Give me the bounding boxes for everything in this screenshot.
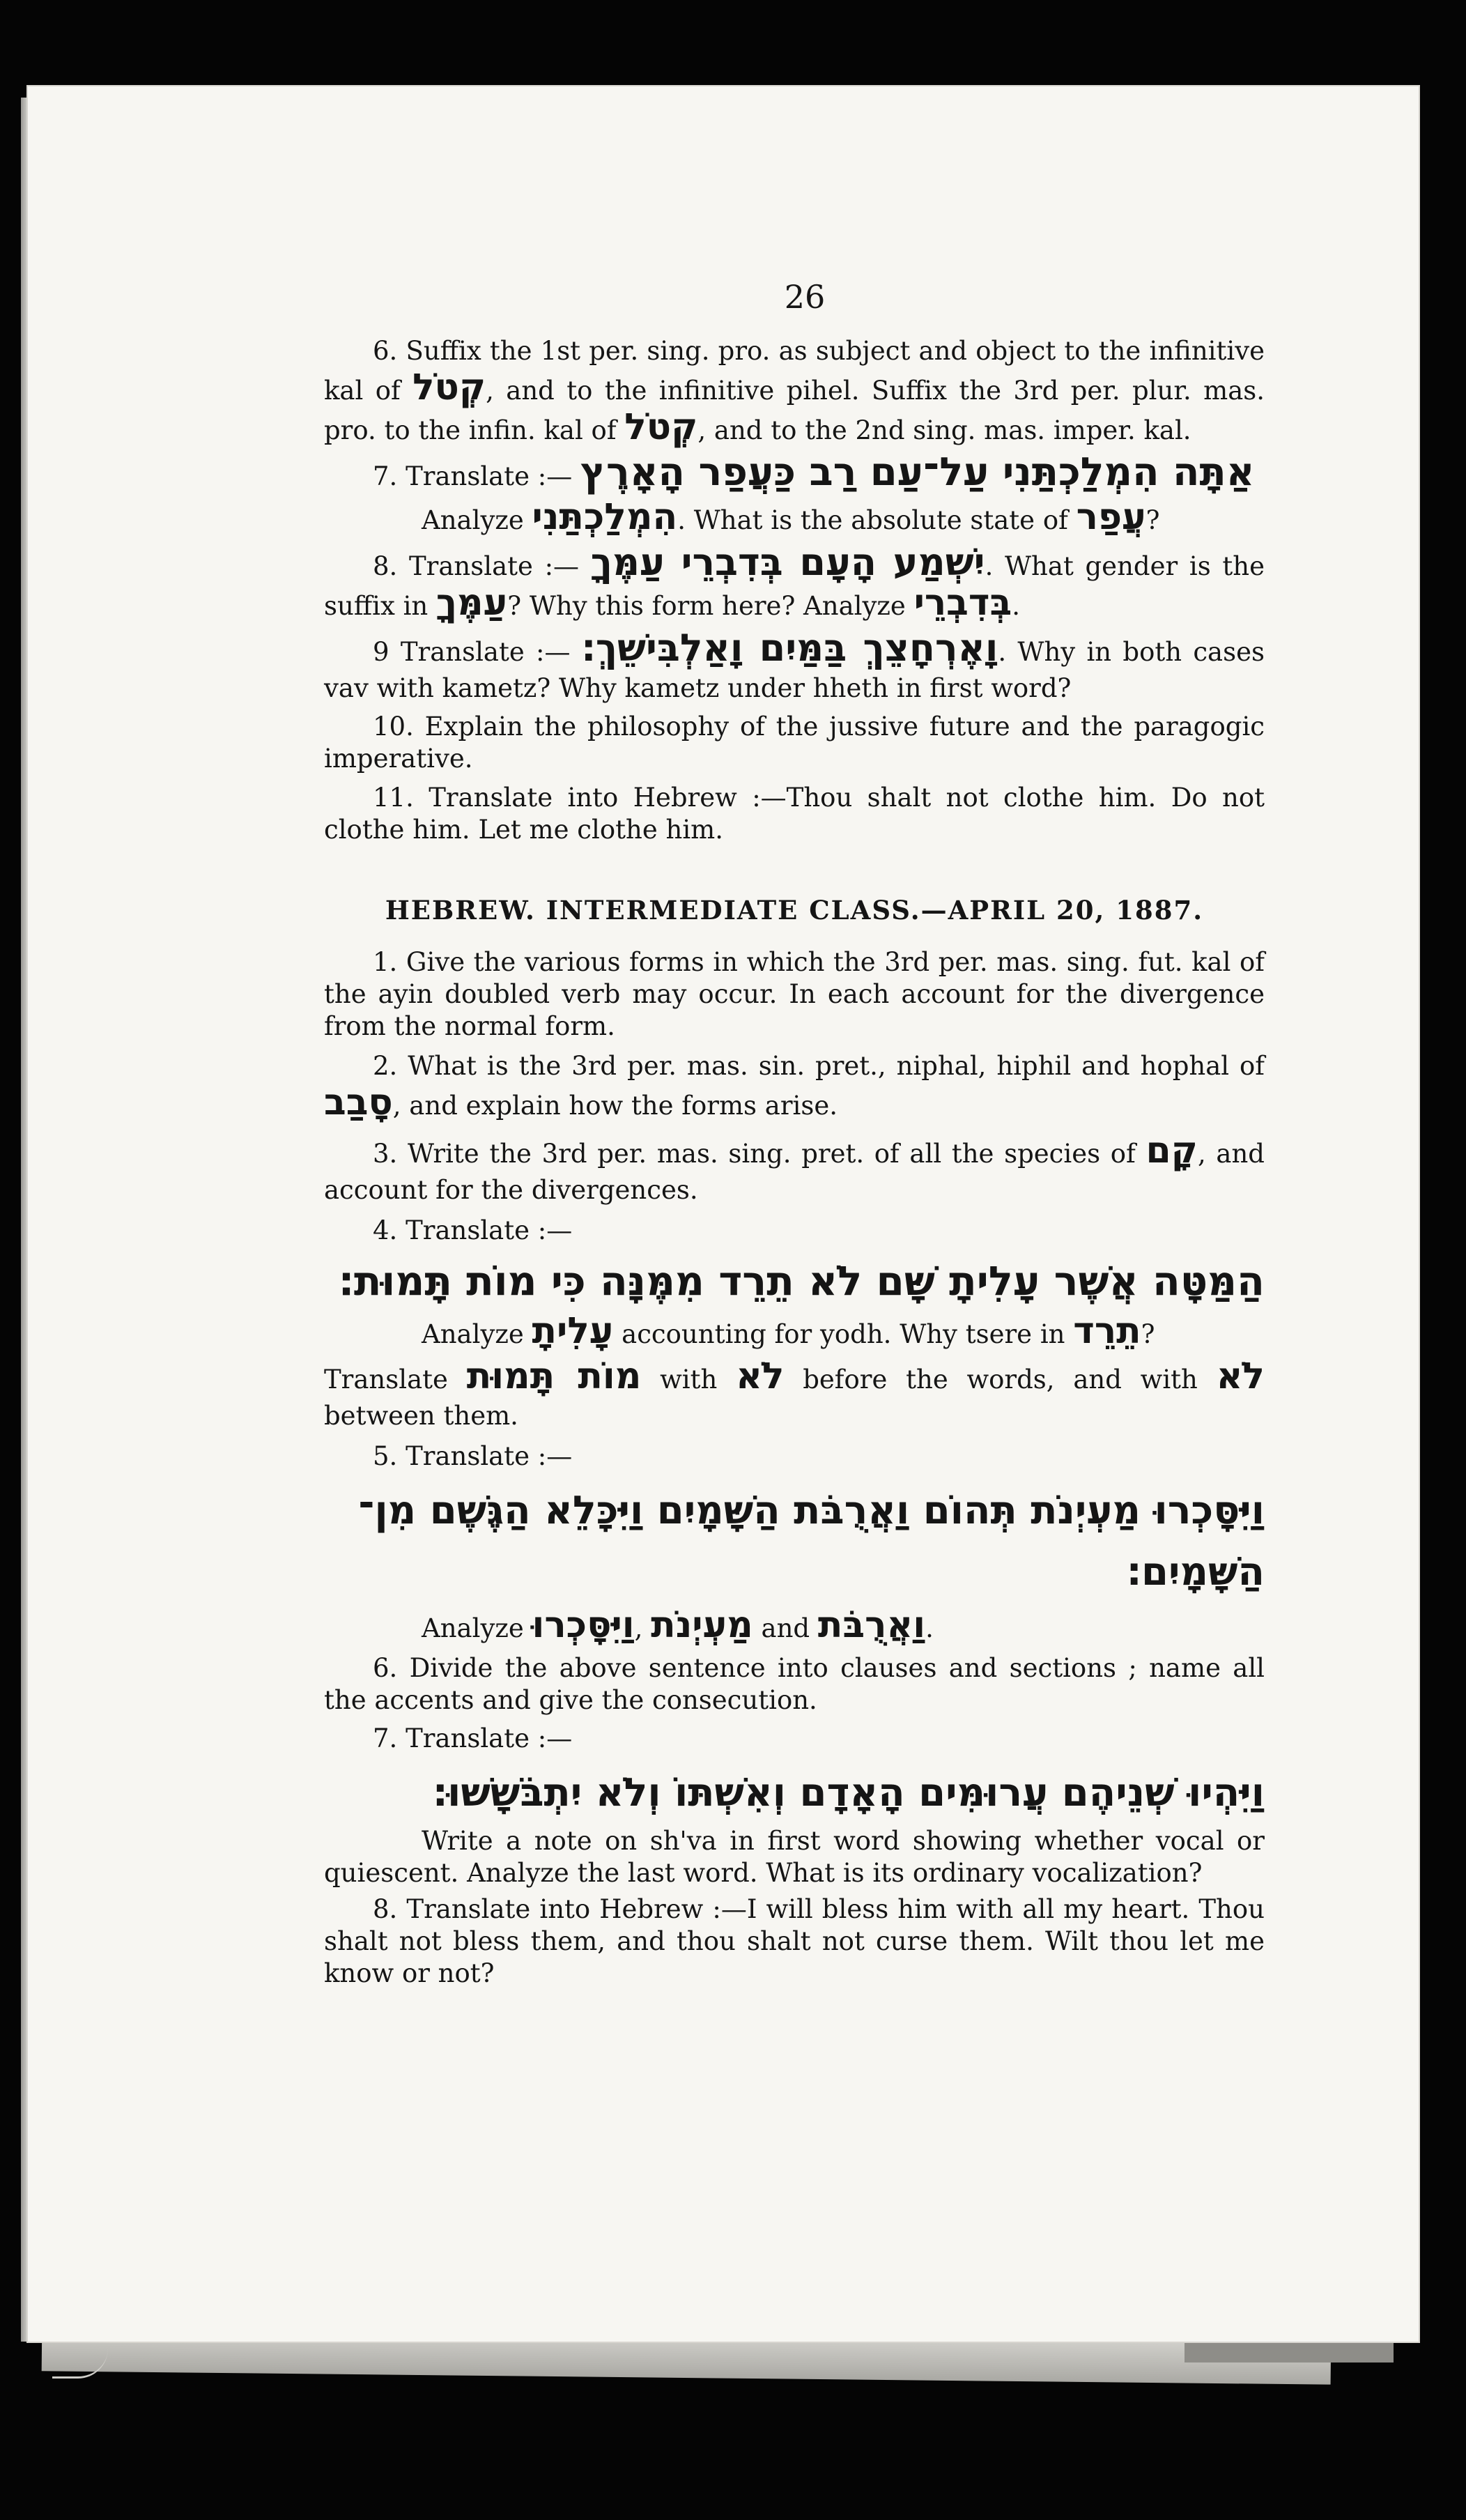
- section-heading: HEBREW. INTERMEDIATE CLASS.—APRIL 20, 1887.: [385, 895, 1204, 925]
- question-9: 9 Translate :— וָאֶרְחָצֵךְ בַּמַּיִם וָאַלְבִּישֵׁךְ׃. Why in both cases vav with kametz? Why kametz under hheth in first word?: [324, 626, 1265, 703]
- question-7-analyze: Analyze הִמְלַכְתַּנִי. What is the absolute state of עֲפַר?: [422, 496, 1160, 538]
- question-6: 6. Suffix the 1st per. sing. pro. as subject and object to the infinitive kal of קְטֹל, and to the infinitive pihel. Suffix the 3rd per. plur. mas. pro. to the infin. kal of קְטֹל, and to the 2nd sing. mas. imper. kal.: [324, 336, 1265, 448]
- hebrew-passage: וָאֶרְחָצֵךְ בַּמַּיִם וָאַלְבִּישֵׁךְ׃: [581, 626, 998, 670]
- hebrew-passage: הַמַּטָּה אֲשֶׁר עָלִיתָ שָּׁם לֹא תֵרֵד מִמֶּנָּה כִּי מוֹת תָּמוּת׃: [339, 1257, 1265, 1305]
- part2-question-6: 6. Divide the above sentence into clauses and sections ; name all the accents and give the consecution.: [324, 1653, 1265, 1715]
- part2-question-4-translate: Translate מוֹת תָּמוּת with לֹא before the words, and with לֹא between them.: [324, 1355, 1265, 1431]
- hebrew-passage: וַיִּהְיוּ שְׁנֵיהֶם עֲרוּמִּים הָאָדָם וְאִשְׁתּוֹ וְלֹא יִתְבֹּשָׁשׁוּ׃: [433, 1770, 1265, 1815]
- hebrew-word: וַאֲרֻבֹּת: [817, 1604, 926, 1646]
- hebrew-word: לֹא: [1216, 1355, 1265, 1397]
- hebrew-word: סָבַב: [324, 1082, 393, 1123]
- hebrew-word: לֹא: [736, 1355, 785, 1397]
- hebrew-word: עֲפַר: [1076, 496, 1146, 538]
- page-number: 26: [784, 278, 826, 316]
- hebrew-word: עָלִיתָ: [532, 1310, 614, 1352]
- hebrew-word: קְטֹל: [624, 406, 698, 448]
- hebrew-passage: יִשְׁמַע הָעָם בְּדִבְרֵי עַמֶּךָ: [590, 540, 985, 584]
- hebrew-word: מוֹת תָּמוּת: [466, 1355, 642, 1397]
- hebrew-word: קְטֹל: [412, 367, 486, 408]
- part2-question-7: 7. Translate :—: [373, 1723, 573, 1753]
- hebrew-passage-continued: הַשָּׁמָיִם׃: [1127, 1549, 1265, 1595]
- hebrew-word: וַיִּסָּכְרוּ: [532, 1604, 635, 1646]
- page-content: [324, 279, 1265, 2160]
- hebrew-word: עַמֶּךָ: [436, 582, 508, 624]
- part2-question-4: 4. Translate :—: [373, 1215, 573, 1245]
- page-curl-mark: [52, 2349, 108, 2379]
- hebrew-word: קָם: [1145, 1130, 1198, 1171]
- question-11: 11. Translate into Hebrew :—Thou shalt not clothe him. Do not clothe him. Let me clothe him.: [324, 783, 1265, 845]
- part2-question-3: 3. Write the 3rd per. mas. sing. pret. of all the species of קָם, and account for the divergences.: [324, 1130, 1265, 1205]
- part2-question-7-note: Write a note on sh'va in first word showing whether vocal or quiescent. Analyze the last word. What is its ordinary vocalization?: [324, 1826, 1265, 1888]
- question-10: 10. Explain the philosophy of the jussive future and the paragogic imperative.: [324, 712, 1265, 774]
- part2-question-5: 5. Translate :—: [373, 1441, 573, 1471]
- part2-question-8: 8. Translate into Hebrew :—I will bless him with all my heart. Thou shalt not bless them, and thou shalt not curse them. Wilt thou let me know or not?: [324, 1894, 1265, 1988]
- hebrew-passage: וַיִּסָּכְרוּ מַעְיְנֹת תְּהוֹם וַאֲרֻבֹּת הַשָּׁמָיִם וַיִּכָּלֵא הַגֶּשֶׁם מִן־: [358, 1488, 1265, 1533]
- part2-question-4-analyze: Analyze עָלִיתָ accounting for yodh. Why tsere in תֵרֵד?: [422, 1310, 1155, 1352]
- hebrew-word: תֵרֵד: [1073, 1310, 1141, 1352]
- question-7: 7. Translate :— אַתָּה הִמְלַכְתַּנִי עַל־עַם רַב כַּעֲפַר הָאָרֶץ: [373, 450, 1255, 495]
- hebrew-word: הִמְלַכְתַּנִי: [532, 496, 678, 538]
- question-8: 8. Translate :— יִשְׁמַע הָעָם בְּדִבְרֵי עַמֶּךָ. What gender is the suffix in עַמֶּךָ? Why this form here? Analyze בְּדִבְרֵי.: [324, 540, 1265, 624]
- part2-question-1: 1. Give the various forms in which the 3rd per. mas. sing. fut. kal of the ayin doubled verb may occur. In each account for the divergence from the normal form.: [324, 947, 1265, 1041]
- hebrew-word: מַעְיְנֹת: [651, 1604, 753, 1646]
- part2-question-5-analyze: Analyze וַיִּסָּכְרוּ, מַעְיְנֹת and וַאֲרֻבֹּת.: [422, 1604, 934, 1646]
- hebrew-passage: אַתָּה הִמְלַכְתַּנִי עַל־עַם רַב כַּעֲפַר הָאָרֶץ: [580, 450, 1255, 495]
- hebrew-word: בְּדִבְרֵי: [913, 582, 1012, 624]
- part2-question-2: 2. What is the 3rd per. mas. sin. pret., niphal, hiphil and hophal of סָבַב, and explain how the forms arise.: [324, 1051, 1265, 1123]
